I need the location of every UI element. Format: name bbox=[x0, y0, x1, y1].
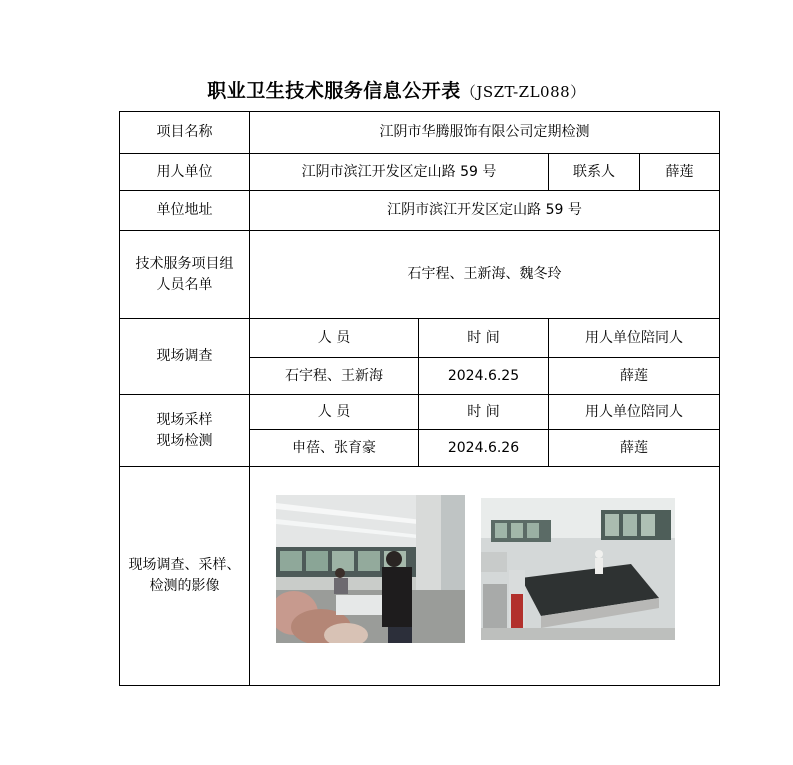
survey-col-companion: 用人单位陪同人 bbox=[549, 319, 720, 358]
row-address bbox=[120, 191, 720, 231]
sampling-companion: 薛莲 bbox=[549, 430, 720, 467]
survey-companion: 薛莲 bbox=[549, 358, 720, 395]
site-photo-sewing-workshop bbox=[276, 495, 465, 643]
row-images bbox=[120, 467, 720, 686]
sampling-time: 2024.6.26 bbox=[419, 430, 549, 467]
row-team bbox=[120, 231, 720, 319]
info-table bbox=[119, 111, 720, 686]
document-title bbox=[0, 76, 793, 103]
address-label: 单位地址 bbox=[120, 191, 250, 231]
team-value: 石宇程、王新海、魏冬玲 bbox=[250, 231, 720, 319]
row-sampling-header bbox=[120, 395, 720, 430]
survey-time: 2024.6.25 bbox=[419, 358, 549, 395]
survey-col-person: 人 员 bbox=[250, 319, 419, 358]
address-value: 江阴市滨江开发区定山路 59 号 bbox=[250, 191, 720, 231]
survey-col-time: 时 间 bbox=[419, 319, 549, 358]
project-label: 项目名称 bbox=[120, 112, 250, 154]
project-value: 江阴市华腾服饰有限公司定期检测 bbox=[250, 112, 720, 154]
row-project bbox=[120, 112, 720, 154]
contact-label: 联系人 bbox=[549, 154, 640, 191]
sampling-label: 现场采样现场检测 bbox=[120, 395, 250, 467]
survey-person: 石宇程、王新海 bbox=[250, 358, 419, 395]
sampling-col-time: 时 间 bbox=[419, 395, 549, 430]
photos-container bbox=[250, 467, 719, 685]
images-cell bbox=[250, 467, 720, 686]
sampling-col-companion: 用人单位陪同人 bbox=[549, 395, 720, 430]
row-survey-header bbox=[120, 319, 720, 358]
sampling-col-person: 人 员 bbox=[250, 395, 419, 430]
title-text: 职业卫生技术服务信息公开表 bbox=[207, 80, 461, 102]
site-photo-cutting-machine bbox=[481, 498, 675, 640]
document-code: （JSZT-ZL088） bbox=[460, 83, 586, 101]
team-label: 技术服务项目组人员名单 bbox=[120, 231, 250, 319]
employer-value: 江阴市滨江开发区定山路 59 号 bbox=[250, 154, 549, 191]
images-label: 现场调查、采样、检测的影像 bbox=[120, 467, 250, 686]
employer-label: 用人单位 bbox=[120, 154, 250, 191]
row-employer bbox=[120, 154, 720, 191]
contact-value: 薛莲 bbox=[640, 154, 720, 191]
sampling-person: 申蓓、张育豪 bbox=[250, 430, 419, 467]
survey-label: 现场调查 bbox=[120, 319, 250, 395]
